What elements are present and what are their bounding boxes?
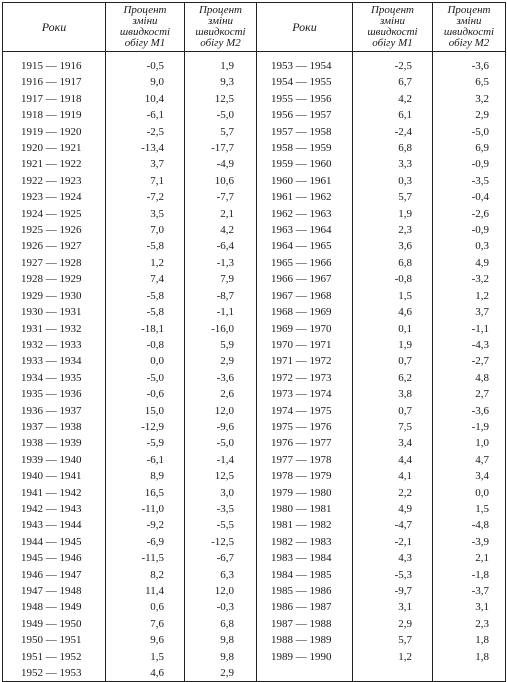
cell-m1-right: -4,7 [353, 517, 433, 533]
cell-m2-left: -0,3 [185, 599, 257, 615]
cell-m2-left: -3,5 [185, 501, 257, 517]
cell-year-left: 1923 — 1924 [3, 189, 106, 205]
cell-year-left: 1947 — 1948 [3, 583, 106, 599]
cell-m2-right: 4,8 [433, 370, 506, 386]
cell-m1-left: 1,5 [106, 649, 185, 665]
header-m1-left: Процент зміни швидкості обігу М1 [106, 3, 185, 52]
cell-m1-left: -5,8 [106, 304, 185, 320]
cell-m2-left: 2,9 [185, 353, 257, 369]
cell-year-right: 1964 — 1965 [257, 238, 353, 254]
cell-m2-right: -0,4 [433, 189, 506, 205]
cell-year-right: 1983 — 1984 [257, 550, 353, 566]
table-row [3, 107, 506, 123]
cell-m1-left: 8,9 [106, 468, 185, 484]
cell-m1-left: -5,8 [106, 288, 185, 304]
table-row [3, 52, 506, 75]
table-row [3, 435, 506, 451]
cell-m1-left: -0,5 [106, 52, 185, 75]
cell-m1-left: 7,6 [106, 616, 185, 632]
cell-m2-right: 4,9 [433, 255, 506, 271]
table-row [3, 222, 506, 238]
cell-m2-left: 6,8 [185, 616, 257, 632]
cell-year-right: 1958 — 1959 [257, 140, 353, 156]
cell-m2-left: -12,5 [185, 534, 257, 550]
cell-m2-right: 6,9 [433, 140, 506, 156]
cell-m1-left: -5,9 [106, 435, 185, 451]
cell-m2-left: -1,1 [185, 304, 257, 320]
table-row [3, 353, 506, 369]
cell-year-right: 1953 — 1954 [257, 52, 353, 75]
table-row [3, 337, 506, 353]
cell-m1-left: -9,2 [106, 517, 185, 533]
table-row [3, 140, 506, 156]
cell-year-left: 1942 — 1943 [3, 501, 106, 517]
cell-m1-left: -11,0 [106, 501, 185, 517]
cell-year-right: 1955 — 1956 [257, 91, 353, 107]
cell-year-right: 1989 — 1990 [257, 649, 353, 665]
cell-year-right: 1959 — 1960 [257, 156, 353, 172]
cell-year-right: 1965 — 1966 [257, 255, 353, 271]
cell-year-left: 1918 — 1919 [3, 107, 106, 123]
cell-m2-left: -3,6 [185, 370, 257, 386]
cell-m2-right: 3,2 [433, 91, 506, 107]
cell-year-left: 1916 — 1917 [3, 74, 106, 90]
cell-m2-left: 10,6 [185, 173, 257, 189]
cell-m1-left: -2,5 [106, 124, 185, 140]
cell-year-right: 1969 — 1970 [257, 321, 353, 337]
cell-year-left: 1944 — 1945 [3, 534, 106, 550]
cell-m2-left: 5,7 [185, 124, 257, 140]
cell-m2-right: -3,5 [433, 173, 506, 189]
cell-m2-left: 12,0 [185, 583, 257, 599]
cell-year-left: 1919 — 1920 [3, 124, 106, 140]
table-row [3, 74, 506, 90]
cell-m1-right: 0,3 [353, 173, 433, 189]
cell-m1-left: 7,1 [106, 173, 185, 189]
table-row [3, 616, 506, 632]
cell-m2-right: 1,5 [433, 501, 506, 517]
cell-year-right: 1970 — 1971 [257, 337, 353, 353]
header-m2-left: Процент зміни швидкості обігу М2 [185, 3, 257, 52]
cell-m2-left: -5,0 [185, 435, 257, 451]
cell-m1-right: 0,7 [353, 403, 433, 419]
cell-m1-left: 8,2 [106, 567, 185, 583]
cell-m1-left: 9,0 [106, 74, 185, 90]
cell-m2-right: 0,3 [433, 238, 506, 254]
cell-m1-left: -18,1 [106, 321, 185, 337]
cell-m2-right: -1,1 [433, 321, 506, 337]
cell-m2-left: 9,3 [185, 74, 257, 90]
cell-m1-right: 2,3 [353, 222, 433, 238]
cell-year-left: 1937 — 1938 [3, 419, 106, 435]
cell-m1-right: 1,2 [353, 649, 433, 665]
cell-year-left: 1930 — 1931 [3, 304, 106, 320]
table-row [3, 189, 506, 205]
cell-m2-right: 4,7 [433, 452, 506, 468]
cell-year-left: 1936 — 1937 [3, 403, 106, 419]
cell-year-left: 1935 — 1936 [3, 386, 106, 402]
cell-m2-right: 2,9 [433, 107, 506, 123]
cell-m1-right: 2,2 [353, 485, 433, 501]
cell-m2-right: -2,7 [433, 353, 506, 369]
cell-m2-left: 3,0 [185, 485, 257, 501]
cell-m2-right: -4,3 [433, 337, 506, 353]
cell-m1-right: 3,1 [353, 599, 433, 615]
cell-m2-right: -3,9 [433, 534, 506, 550]
cell-year-right: 1975 — 1976 [257, 419, 353, 435]
cell-m2-right: 1,0 [433, 435, 506, 451]
cell-m1-right: -0,8 [353, 271, 433, 287]
cell-year-right: 1954 — 1955 [257, 74, 353, 90]
table-row [3, 206, 506, 222]
cell-year-right: 1987 — 1988 [257, 616, 353, 632]
cell-year-left: 1920 — 1921 [3, 140, 106, 156]
cell-m2-right: 1,8 [433, 649, 506, 665]
cell-m1-right: 0,1 [353, 321, 433, 337]
cell-m2-right: -1,9 [433, 419, 506, 435]
cell-year-right: 1977 — 1978 [257, 452, 353, 468]
cell-year-right: 1973 — 1974 [257, 386, 353, 402]
cell-m2-left: 2,9 [185, 665, 257, 682]
cell-year-left: 1933 — 1934 [3, 353, 106, 369]
cell-m2-left: 7,9 [185, 271, 257, 287]
cell-m1-left: 0,0 [106, 353, 185, 369]
cell-year-left: 1951 — 1952 [3, 649, 106, 665]
table-row [3, 583, 506, 599]
cell-m1-right: 2,9 [353, 616, 433, 632]
table-row [3, 238, 506, 254]
cell-m1-right: 1,9 [353, 206, 433, 222]
table-row [3, 124, 506, 140]
cell-m2-left: -6,7 [185, 550, 257, 566]
cell-year-right [257, 665, 353, 682]
cell-year-left: 1948 — 1949 [3, 599, 106, 615]
cell-year-right: 1986 — 1987 [257, 599, 353, 615]
cell-year-left: 1934 — 1935 [3, 370, 106, 386]
cell-m2-right: 2,7 [433, 386, 506, 402]
table-row [3, 321, 506, 337]
cell-year-left: 1943 — 1944 [3, 517, 106, 533]
cell-m2-left: -1,3 [185, 255, 257, 271]
cell-m1-left: -11,5 [106, 550, 185, 566]
cell-m2-left: -4,9 [185, 156, 257, 172]
cell-m1-left: -7,2 [106, 189, 185, 205]
cell-m2-left: 2,6 [185, 386, 257, 402]
cell-m1-right: 7,5 [353, 419, 433, 435]
cell-m2-right: 0,0 [433, 485, 506, 501]
cell-m2-left: -17,7 [185, 140, 257, 156]
cell-m1-left: -0,8 [106, 337, 185, 353]
cell-year-left: 1927 — 1928 [3, 255, 106, 271]
cell-m2-right: -0,9 [433, 156, 506, 172]
cell-year-right: 1957 — 1958 [257, 124, 353, 140]
cell-m1-right: -2,5 [353, 52, 433, 75]
cell-m2-left: -5,0 [185, 107, 257, 123]
cell-m1-right: -2,1 [353, 534, 433, 550]
table-row [3, 485, 506, 501]
cell-m2-right: 2,1 [433, 550, 506, 566]
cell-year-left: 1925 — 1926 [3, 222, 106, 238]
header-years-left: Роки [3, 3, 106, 52]
cell-year-right: 1979 — 1980 [257, 485, 353, 501]
cell-m2-right [433, 665, 506, 682]
table-body [3, 52, 506, 682]
table-row [3, 271, 506, 287]
cell-m2-left: -16,0 [185, 321, 257, 337]
cell-year-right: 1960 — 1961 [257, 173, 353, 189]
table-row [3, 550, 506, 566]
cell-year-right: 1985 — 1986 [257, 583, 353, 599]
cell-year-right: 1961 — 1962 [257, 189, 353, 205]
cell-year-right: 1963 — 1964 [257, 222, 353, 238]
cell-year-left: 1917 — 1918 [3, 91, 106, 107]
cell-m2-right: -5,0 [433, 124, 506, 140]
cell-year-left: 1924 — 1925 [3, 206, 106, 222]
header-m1-right: Процент зміни швидкості обігу М1 [353, 3, 433, 52]
cell-year-left: 1932 — 1933 [3, 337, 106, 353]
cell-m1-left: -12,9 [106, 419, 185, 435]
cell-m1-right: 6,7 [353, 74, 433, 90]
cell-year-right: 1974 — 1975 [257, 403, 353, 419]
table-row [3, 288, 506, 304]
cell-m1-left: -13,4 [106, 140, 185, 156]
cell-m2-left: 12,5 [185, 91, 257, 107]
cell-year-right: 1971 — 1972 [257, 353, 353, 369]
cell-year-left: 1938 — 1939 [3, 435, 106, 451]
cell-m2-left: 9,8 [185, 632, 257, 648]
cell-m1-left: -0,6 [106, 386, 185, 402]
cell-m1-left: -6,1 [106, 452, 185, 468]
cell-m1-left: -5,0 [106, 370, 185, 386]
table-row [3, 304, 506, 320]
cell-m1-right: 6,1 [353, 107, 433, 123]
cell-m1-right: 6,8 [353, 140, 433, 156]
cell-year-left: 1941 — 1942 [3, 485, 106, 501]
cell-m1-left: 3,7 [106, 156, 185, 172]
cell-m2-right: -2,6 [433, 206, 506, 222]
cell-year-left: 1950 — 1951 [3, 632, 106, 648]
cell-m2-right: 1,2 [433, 288, 506, 304]
cell-m2-left: -6,4 [185, 238, 257, 254]
cell-m2-left: -1,4 [185, 452, 257, 468]
cell-m1-right: 1,9 [353, 337, 433, 353]
table-row [3, 452, 506, 468]
cell-m1-right: 5,7 [353, 632, 433, 648]
cell-year-right: 1988 — 1989 [257, 632, 353, 648]
cell-m2-left: 4,2 [185, 222, 257, 238]
table-row [3, 665, 506, 682]
document-page [2, 2, 505, 680]
cell-year-left: 1922 — 1923 [3, 173, 106, 189]
cell-year-left: 1952 — 1953 [3, 665, 106, 682]
cell-m1-left: 7,4 [106, 271, 185, 287]
cell-m2-left: -7,7 [185, 189, 257, 205]
cell-m2-right: 1,8 [433, 632, 506, 648]
cell-m1-right: 0,7 [353, 353, 433, 369]
cell-m2-right: -3,2 [433, 271, 506, 287]
cell-m1-right: 4,1 [353, 468, 433, 484]
table-row [3, 173, 506, 189]
table-row [3, 632, 506, 648]
cell-m1-right: 6,2 [353, 370, 433, 386]
cell-m1-left: 9,6 [106, 632, 185, 648]
table-row [3, 419, 506, 435]
cell-m2-right: 2,3 [433, 616, 506, 632]
cell-m1-right: -5,3 [353, 567, 433, 583]
cell-year-right: 1982 — 1983 [257, 534, 353, 550]
cell-m1-left: -6,9 [106, 534, 185, 550]
cell-year-right: 1980 — 1981 [257, 501, 353, 517]
table-row [3, 370, 506, 386]
cell-m2-right: 3,4 [433, 468, 506, 484]
cell-m2-left: 1,9 [185, 52, 257, 75]
cell-m1-right: -9,7 [353, 583, 433, 599]
table-row [3, 517, 506, 533]
cell-m2-right: 3,1 [433, 599, 506, 615]
cell-m1-right: 4,4 [353, 452, 433, 468]
cell-m1-left: 0,6 [106, 599, 185, 615]
cell-year-left: 1945 — 1946 [3, 550, 106, 566]
cell-year-left: 1915 — 1916 [3, 52, 106, 75]
table-row [3, 403, 506, 419]
cell-m1-left: 15,0 [106, 403, 185, 419]
cell-year-right: 1972 — 1973 [257, 370, 353, 386]
cell-m2-left: 12,5 [185, 468, 257, 484]
cell-m1-right: 4,3 [353, 550, 433, 566]
cell-year-left: 1921 — 1922 [3, 156, 106, 172]
cell-m1-left: -5,8 [106, 238, 185, 254]
table-row [3, 649, 506, 665]
cell-m1-right [353, 665, 433, 682]
cell-m2-left: 6,3 [185, 567, 257, 583]
cell-m1-right: -2,4 [353, 124, 433, 140]
cell-m1-left: 11,4 [106, 583, 185, 599]
cell-m2-right: 6,5 [433, 74, 506, 90]
cell-year-left: 1946 — 1947 [3, 567, 106, 583]
table-row [3, 567, 506, 583]
cell-m1-left: -6,1 [106, 107, 185, 123]
cell-m2-left: 5,9 [185, 337, 257, 353]
table-row [3, 501, 506, 517]
cell-m1-right: 3,3 [353, 156, 433, 172]
cell-m1-left: 16,5 [106, 485, 185, 501]
cell-m1-right: 3,6 [353, 238, 433, 254]
cell-m1-right: 5,7 [353, 189, 433, 205]
cell-m1-left: 1,2 [106, 255, 185, 271]
cell-m1-right: 6,8 [353, 255, 433, 271]
cell-m2-right: -3,6 [433, 52, 506, 75]
cell-m2-right: -4,8 [433, 517, 506, 533]
cell-m2-right: -3,6 [433, 403, 506, 419]
velocity-table [2, 2, 506, 682]
cell-year-right: 1956 — 1957 [257, 107, 353, 123]
cell-year-right: 1966 — 1967 [257, 271, 353, 287]
cell-m1-left: 4,6 [106, 665, 185, 682]
cell-m1-left: 3,5 [106, 206, 185, 222]
cell-year-right: 1967 — 1968 [257, 288, 353, 304]
cell-m1-right: 4,2 [353, 91, 433, 107]
cell-m2-left: -8,7 [185, 288, 257, 304]
table-row [3, 468, 506, 484]
cell-m2-right: 3,7 [433, 304, 506, 320]
cell-year-right: 1962 — 1963 [257, 206, 353, 222]
cell-m2-left: 9,8 [185, 649, 257, 665]
cell-m2-left: -9,6 [185, 419, 257, 435]
cell-year-left: 1928 — 1929 [3, 271, 106, 287]
cell-year-left: 1939 — 1940 [3, 452, 106, 468]
cell-m1-right: 3,8 [353, 386, 433, 402]
cell-m1-right: 3,4 [353, 435, 433, 451]
cell-m1-right: 1,5 [353, 288, 433, 304]
cell-year-left: 1949 — 1950 [3, 616, 106, 632]
cell-m2-right: -3,7 [433, 583, 506, 599]
cell-year-right: 1976 — 1977 [257, 435, 353, 451]
cell-m2-left: -5,5 [185, 517, 257, 533]
cell-year-left: 1931 — 1932 [3, 321, 106, 337]
table-row [3, 255, 506, 271]
cell-m1-right: 4,6 [353, 304, 433, 320]
table-row [3, 386, 506, 402]
cell-m2-right: -0,9 [433, 222, 506, 238]
cell-m1-right: 4,9 [353, 501, 433, 517]
cell-m2-left: 2,1 [185, 206, 257, 222]
cell-m2-left: 12,0 [185, 403, 257, 419]
table-row [3, 156, 506, 172]
cell-m2-right: -1,8 [433, 567, 506, 583]
header-years-right: Роки [257, 3, 353, 52]
header-m2-right: Процент зміни швидкості обігу М2 [433, 3, 506, 52]
table-row [3, 91, 506, 107]
cell-m1-left: 10,4 [106, 91, 185, 107]
cell-year-left: 1940 — 1941 [3, 468, 106, 484]
cell-year-left: 1929 — 1930 [3, 288, 106, 304]
table-row [3, 599, 506, 615]
table-header-row [3, 3, 506, 52]
cell-m1-left: 7,0 [106, 222, 185, 238]
cell-year-right: 1984 — 1985 [257, 567, 353, 583]
cell-year-left: 1926 — 1927 [3, 238, 106, 254]
cell-year-right: 1978 — 1979 [257, 468, 353, 484]
cell-year-right: 1981 — 1982 [257, 517, 353, 533]
cell-year-right: 1968 — 1969 [257, 304, 353, 320]
table-row [3, 534, 506, 550]
